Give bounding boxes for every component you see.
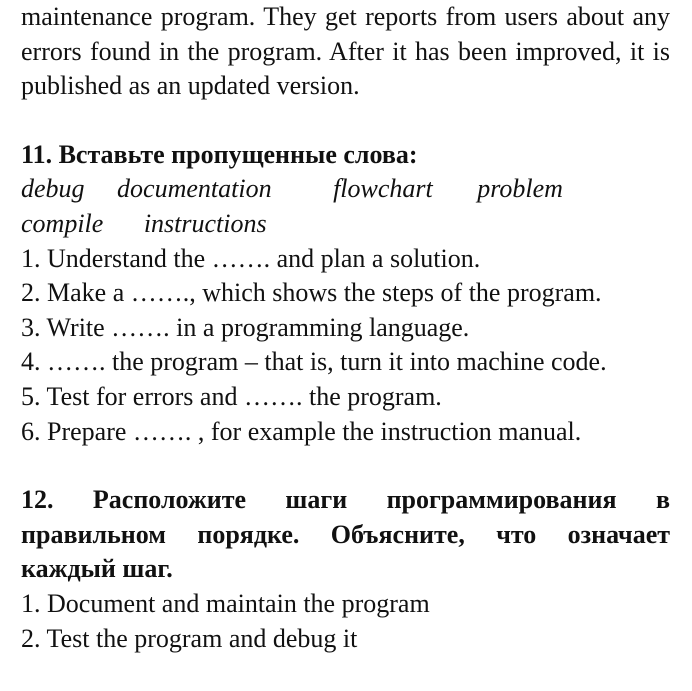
exercise-11-item: 4. ……. the program – that is, turn it into machine code. <box>21 347 607 377</box>
word-bank-item: documentation <box>117 174 272 204</box>
exercise-12-item: 1. Document and maintain the program <box>21 588 430 618</box>
word-bank-item: debug <box>21 174 85 204</box>
spacer <box>21 449 670 483</box>
exercise-11-item: 2. Make a ……., which shows the steps of the program. <box>21 278 602 308</box>
word-bank-item: problem <box>477 174 563 204</box>
word-bank-item: compile <box>21 208 104 238</box>
exercise-11-item: 3. Write ……. in a programming language. <box>21 312 470 342</box>
exercise-12 <box>21 483 670 656</box>
word-bank-item: instructions <box>143 208 267 238</box>
exercise-11-item: 6. Prepare ……. , for example the instruction manual. <box>21 416 582 446</box>
exercise-12-item: 2. Test the program and debug it <box>21 623 358 653</box>
exercise-12-title: 12. Расположите шаги программирования в правильном порядке. Объясните, что означает каждый шаг. <box>21 485 670 584</box>
exercise-11-item: 1. Understand the ……. and plan a solution. <box>21 243 481 273</box>
exercise-11 <box>21 138 670 449</box>
exercise-11-item: 5. Test for errors and ……. the program. <box>21 381 442 411</box>
spacer <box>21 104 670 138</box>
word-bank <box>21 172 670 241</box>
exercise-11-title: 11. Вставьте пропущенные слова: <box>21 139 418 169</box>
word-bank-item: flowchart <box>333 174 433 204</box>
intro-paragraph: maintenance program. They get reports from users about any errors found in the program. After it has been improved, it is published as an updated version. <box>21 2 670 101</box>
